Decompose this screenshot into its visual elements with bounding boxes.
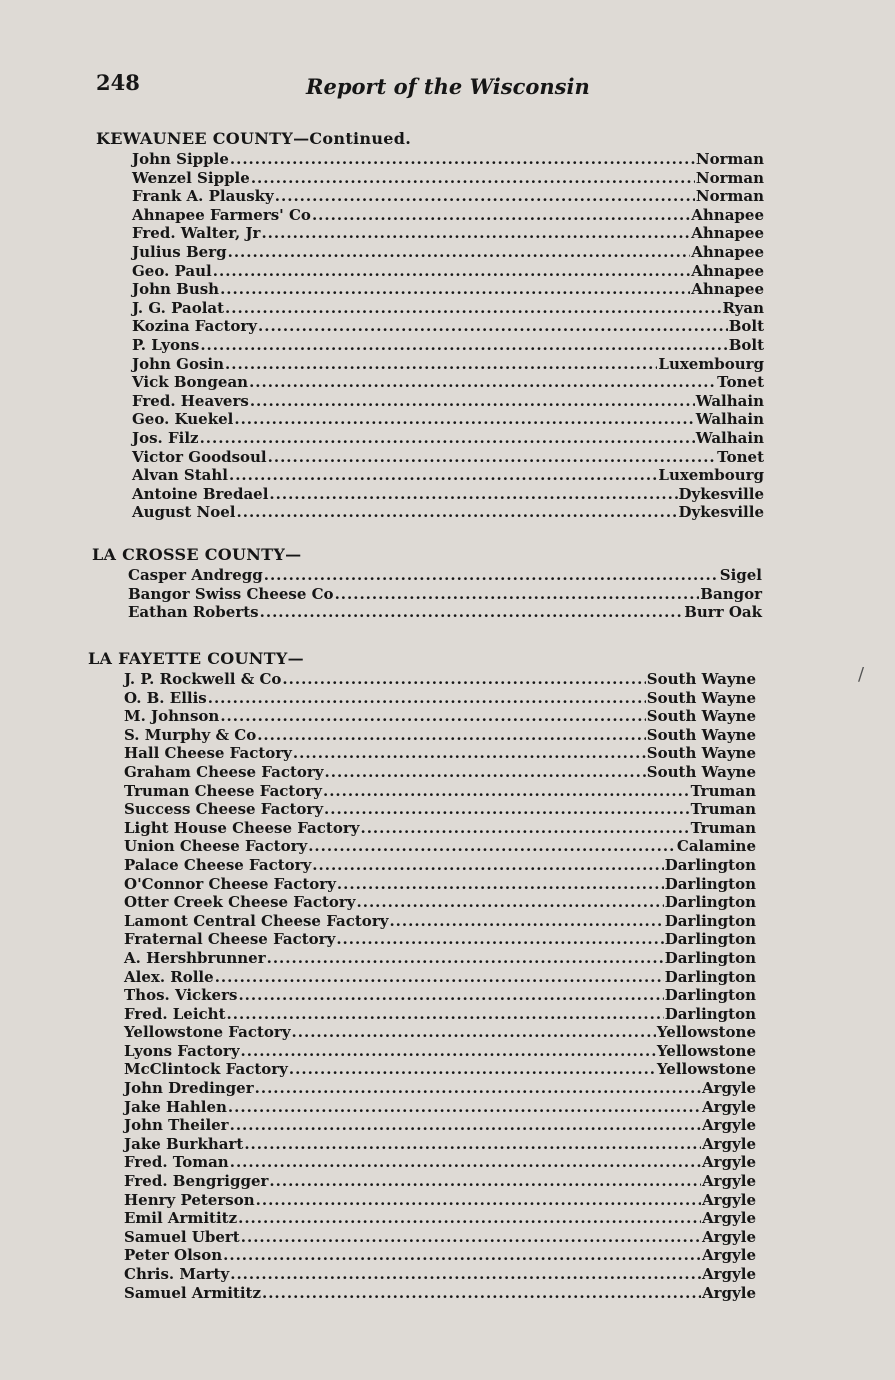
entry-name: M. Johnson xyxy=(124,707,220,726)
entry-name: Fred. Leicht xyxy=(124,1004,226,1023)
entry-place: Argyle xyxy=(702,1079,756,1098)
running-head: Report of the Wisconsin xyxy=(306,74,590,99)
entry-place: Argyle xyxy=(702,1227,756,1246)
entry-place: South Wayne xyxy=(646,744,756,763)
entry-place: Tonet xyxy=(717,373,764,392)
entry-name: Palace Cheese Factory xyxy=(124,855,312,874)
entry-name: Fraternal Cheese Factory xyxy=(124,930,336,949)
entry-name: P. Lyons xyxy=(132,335,200,354)
list-item xyxy=(124,1098,756,1117)
dot-leader xyxy=(267,949,664,968)
entry-name: Otter Creek Cheese Factory xyxy=(124,893,356,912)
list-item xyxy=(124,1191,756,1210)
dot-leader xyxy=(269,1172,701,1191)
entry-name: Jake Burkhart xyxy=(124,1134,244,1153)
dot-leader xyxy=(225,299,721,318)
list-item xyxy=(124,782,756,801)
dot-leader xyxy=(262,1284,701,1303)
entry-place: Argyle xyxy=(702,1134,756,1153)
entry-place: South Wayne xyxy=(646,688,756,707)
dot-leader xyxy=(261,224,690,243)
dot-leader xyxy=(200,429,695,448)
entry-name: Vick Bongean xyxy=(132,373,249,392)
dot-leader xyxy=(312,206,690,225)
entry-name: McClintock Factory xyxy=(124,1060,288,1079)
entry-name: Victor Goodsoul xyxy=(132,447,267,466)
entry-name: Hall Cheese Factory xyxy=(124,744,292,763)
list-item xyxy=(132,243,764,262)
entry-place: Darlington xyxy=(664,986,756,1005)
list-item xyxy=(132,150,764,169)
dot-leader xyxy=(237,503,678,522)
entry-place: South Wayne xyxy=(646,670,756,688)
entry-name: Frank A. Plausky xyxy=(132,187,274,206)
dot-leader xyxy=(260,603,684,622)
dot-leader xyxy=(389,912,663,931)
entry-place: Argyle xyxy=(702,1190,756,1209)
entry-name: Fred. Toman xyxy=(124,1153,229,1172)
entry-name: Peter Olson xyxy=(124,1246,223,1265)
entry-name: Casper Andregg xyxy=(128,566,263,584)
dot-leader xyxy=(255,1079,701,1098)
list-item xyxy=(132,485,764,504)
list-item xyxy=(124,1265,756,1284)
dot-leader xyxy=(238,1209,701,1228)
list-item xyxy=(124,1153,756,1172)
list-item xyxy=(132,206,764,225)
entry-name: Geo. Paul xyxy=(132,261,212,280)
dot-leader xyxy=(200,336,727,355)
entry-place: Dykesville xyxy=(678,484,764,503)
entry-place: South Wayne xyxy=(646,707,756,726)
dot-leader xyxy=(230,1265,701,1284)
dot-leader xyxy=(336,930,663,949)
entry-name: Graham Cheese Factory xyxy=(124,762,324,781)
dot-leader xyxy=(229,466,657,485)
margin-pencil-mark: / xyxy=(858,664,865,685)
entry-place: Bangor xyxy=(700,584,762,603)
dot-leader xyxy=(323,782,690,801)
entry-place: Argyle xyxy=(702,1283,756,1302)
entry-name: John Sipple xyxy=(132,150,229,168)
entry-name: John Bush xyxy=(132,280,220,299)
county-heading: LA CROSSE COUNTY— xyxy=(92,545,302,564)
list-item xyxy=(124,689,756,708)
entry-name: Kozina Factory xyxy=(132,317,258,336)
list-item xyxy=(132,392,764,411)
entry-place: Argyle xyxy=(702,1153,756,1172)
dot-leader xyxy=(308,837,676,856)
entry-name: Jake Hahlen xyxy=(124,1097,227,1116)
list-item xyxy=(124,819,756,838)
page-header xyxy=(96,70,590,104)
entry-place: Darlington xyxy=(664,930,756,949)
dot-leader xyxy=(225,355,657,374)
dot-leader xyxy=(241,1228,701,1247)
entry-place: Darlington xyxy=(664,855,756,874)
entry-name: Alvan Stahl xyxy=(132,466,228,485)
dot-leader xyxy=(269,485,677,504)
entry-place: Luxembourg xyxy=(658,354,764,373)
dot-leader xyxy=(208,689,646,708)
dot-leader xyxy=(335,585,700,604)
dot-leader xyxy=(264,566,719,585)
entry-place: Truman xyxy=(690,781,756,800)
list-item xyxy=(124,856,756,875)
entry-place: Darlington xyxy=(664,1004,756,1023)
entry-place: Walhain xyxy=(695,391,764,410)
entry-name: Fred. Bengrigger xyxy=(124,1172,269,1191)
entry-place: Ahnapee xyxy=(691,224,764,243)
entry-name: Samuel Armititz xyxy=(124,1283,261,1302)
list-item xyxy=(124,1135,756,1154)
entry-name: Truman Cheese Factory xyxy=(124,781,322,800)
entry-name: O. B. Ellis xyxy=(124,688,207,707)
list-item xyxy=(132,355,764,374)
list-item xyxy=(132,336,764,355)
entry-name: Union Cheese Factory xyxy=(124,837,308,856)
entry-name: Samuel Ubert xyxy=(124,1227,240,1246)
list-item xyxy=(132,187,764,206)
entry-name: Lyons Factory xyxy=(124,1041,240,1060)
entry-place: Yellowstone xyxy=(656,1060,756,1079)
entry-name: Julius Berg xyxy=(132,242,227,261)
entry-name: Thos. Vickers xyxy=(124,986,238,1005)
entry-place: Norman xyxy=(695,187,764,206)
list-item xyxy=(132,466,764,485)
list-item xyxy=(124,1116,756,1135)
entry-place: Truman xyxy=(690,818,756,837)
list-item xyxy=(124,949,756,968)
list-item xyxy=(124,837,756,856)
list-item xyxy=(124,1209,756,1228)
list-item xyxy=(132,317,764,336)
list-item xyxy=(124,744,756,763)
dot-leader xyxy=(337,875,664,894)
dot-leader xyxy=(251,169,695,188)
entry-name: Jos. Filz xyxy=(132,428,199,447)
list-item xyxy=(124,1042,756,1061)
list-item xyxy=(124,726,756,745)
dot-leader xyxy=(228,1098,701,1117)
entry-name: Success Cheese Factory xyxy=(124,800,324,819)
list-item xyxy=(132,280,764,299)
dot-leader xyxy=(256,1191,701,1210)
dot-leader xyxy=(238,986,663,1005)
county-section-la-fayette xyxy=(88,648,756,1302)
dot-leader xyxy=(325,763,646,782)
entry-place: Yellowstone xyxy=(656,1041,756,1060)
dot-leader xyxy=(257,726,646,745)
dot-leader xyxy=(293,744,646,763)
list-item xyxy=(124,912,756,931)
entry-place: South Wayne xyxy=(646,762,756,781)
county-section-kewaunee xyxy=(96,128,764,522)
entry-name: A. Hershbrunner xyxy=(124,948,266,967)
entry-name: S. Murphy & Co xyxy=(124,725,257,744)
entry-name: Chris. Marty xyxy=(124,1265,230,1283)
entry-list xyxy=(132,150,764,522)
county-heading: KEWAUNEE COUNTY—Continued. xyxy=(96,129,412,148)
entry-name: Geo. Kuekel xyxy=(132,410,234,429)
entry-place: Darlington xyxy=(664,874,756,893)
list-item xyxy=(132,169,764,188)
entry-place: Ahnapee xyxy=(691,242,764,261)
dot-leader xyxy=(292,1023,656,1042)
entry-place: Sigel xyxy=(719,566,762,584)
entry-place: Yellowstone xyxy=(656,1023,756,1042)
dot-leader xyxy=(244,1135,701,1154)
list-item xyxy=(132,429,764,448)
entry-name: Bangor Swiss Cheese Co xyxy=(128,584,334,603)
entry-place: Bolt xyxy=(728,317,764,336)
entry-place: Dykesville xyxy=(678,503,764,522)
entry-list xyxy=(124,670,756,1302)
page-number: 248 xyxy=(96,70,140,95)
entry-place: Truman xyxy=(690,800,756,819)
entry-name: Fred. Walter, Jr xyxy=(132,224,261,243)
entry-place: Argyle xyxy=(702,1265,756,1283)
entry-place: Ahnapee xyxy=(691,205,764,224)
county-heading: LA FAYETTE COUNTY— xyxy=(88,649,304,668)
entry-name: J. P. Rockwell & Co xyxy=(124,670,282,688)
entry-name: Eathan Roberts xyxy=(128,603,259,622)
entry-name: O'Connor Cheese Factory xyxy=(124,874,336,893)
entry-place: Walhain xyxy=(695,428,764,447)
entry-name: John Gosin xyxy=(132,354,224,373)
list-item xyxy=(124,986,756,1005)
dot-leader xyxy=(215,968,664,987)
list-item xyxy=(124,1172,756,1191)
dot-leader xyxy=(357,893,664,912)
dot-leader xyxy=(249,373,716,392)
dot-leader xyxy=(250,392,695,411)
entry-name: J. G. Paolat xyxy=(132,298,225,317)
dot-leader xyxy=(241,1042,656,1061)
list-item xyxy=(124,1246,756,1265)
entry-name: Yellowstone Factory xyxy=(124,1023,291,1042)
entry-place: Walhain xyxy=(695,410,764,429)
entry-place: Ahnapee xyxy=(691,261,764,280)
entry-place: Argyle xyxy=(702,1097,756,1116)
entry-place: Darlington xyxy=(664,911,756,930)
entry-place: Luxembourg xyxy=(658,466,764,485)
entry-place: Ahnapee xyxy=(691,280,764,299)
entry-name: Light House Cheese Factory xyxy=(124,818,360,837)
dot-leader xyxy=(220,280,690,299)
entry-place: Argyle xyxy=(702,1172,756,1191)
list-item xyxy=(132,262,764,281)
list-item xyxy=(124,1005,756,1024)
entry-place: Darlington xyxy=(664,948,756,967)
dot-leader xyxy=(282,670,645,689)
list-item xyxy=(124,968,756,987)
dot-leader xyxy=(227,1005,664,1024)
list-item xyxy=(124,1023,756,1042)
dot-leader xyxy=(228,243,691,262)
entry-place: Norman xyxy=(695,168,764,187)
list-item xyxy=(128,603,762,622)
list-item xyxy=(124,875,756,894)
entry-name: August Noel xyxy=(132,503,236,522)
list-item xyxy=(128,566,762,585)
dot-leader xyxy=(312,856,663,875)
dot-leader xyxy=(223,1246,701,1265)
entry-place: Tonet xyxy=(717,447,764,466)
entry-list xyxy=(128,566,762,622)
entry-place: Argyle xyxy=(702,1116,756,1135)
entry-place: South Wayne xyxy=(646,725,756,744)
list-item xyxy=(124,1079,756,1098)
list-item xyxy=(124,1228,756,1247)
list-item xyxy=(132,503,764,522)
list-item xyxy=(128,585,762,604)
county-section-la-crosse xyxy=(92,544,762,622)
dot-leader xyxy=(213,262,691,281)
list-item xyxy=(124,1060,756,1079)
dot-leader xyxy=(230,1116,701,1135)
entry-place: Darlington xyxy=(664,967,756,986)
entry-name: Wenzel Sipple xyxy=(132,168,250,187)
dot-leader xyxy=(268,448,717,467)
dot-leader xyxy=(289,1060,656,1079)
list-item xyxy=(132,410,764,429)
entry-name: Emil Armititz xyxy=(124,1209,238,1228)
dot-leader xyxy=(324,800,690,819)
dot-leader xyxy=(275,187,695,206)
list-item xyxy=(132,373,764,392)
list-item xyxy=(132,224,764,243)
dot-leader xyxy=(360,819,689,838)
entry-place: Bolt xyxy=(728,335,764,354)
dot-leader xyxy=(258,317,728,336)
entry-name: Antoine Bredael xyxy=(132,484,269,503)
list-item xyxy=(132,448,764,467)
entry-place: Norman xyxy=(695,150,764,168)
entry-name: Ahnapee Farmers' Co xyxy=(132,205,311,224)
list-item xyxy=(124,1284,756,1303)
dot-leader xyxy=(234,410,694,429)
entry-name: Lamont Central Cheese Factory xyxy=(124,911,389,930)
list-item xyxy=(124,930,756,949)
entry-place: Ryan xyxy=(722,298,764,317)
entry-place: Burr Oak xyxy=(684,603,762,622)
entry-place: Argyle xyxy=(702,1209,756,1228)
entry-place: Darlington xyxy=(664,893,756,912)
entry-name: Henry Peterson xyxy=(124,1190,255,1209)
list-item xyxy=(124,800,756,819)
dot-leader xyxy=(230,150,695,169)
list-item xyxy=(124,893,756,912)
entry-name: Fred. Heavers xyxy=(132,391,249,410)
entry-place: Calamine xyxy=(676,837,756,856)
list-item xyxy=(132,299,764,318)
dot-leader xyxy=(230,1153,701,1172)
list-item xyxy=(124,763,756,782)
dot-leader xyxy=(220,707,645,726)
entry-place: Argyle xyxy=(702,1246,756,1265)
list-item xyxy=(124,670,756,689)
list-item xyxy=(124,707,756,726)
entry-name: Alex. Rolle xyxy=(124,967,214,986)
entry-name: John Theiler xyxy=(124,1116,229,1135)
entry-name: John Dredinger xyxy=(124,1079,254,1098)
